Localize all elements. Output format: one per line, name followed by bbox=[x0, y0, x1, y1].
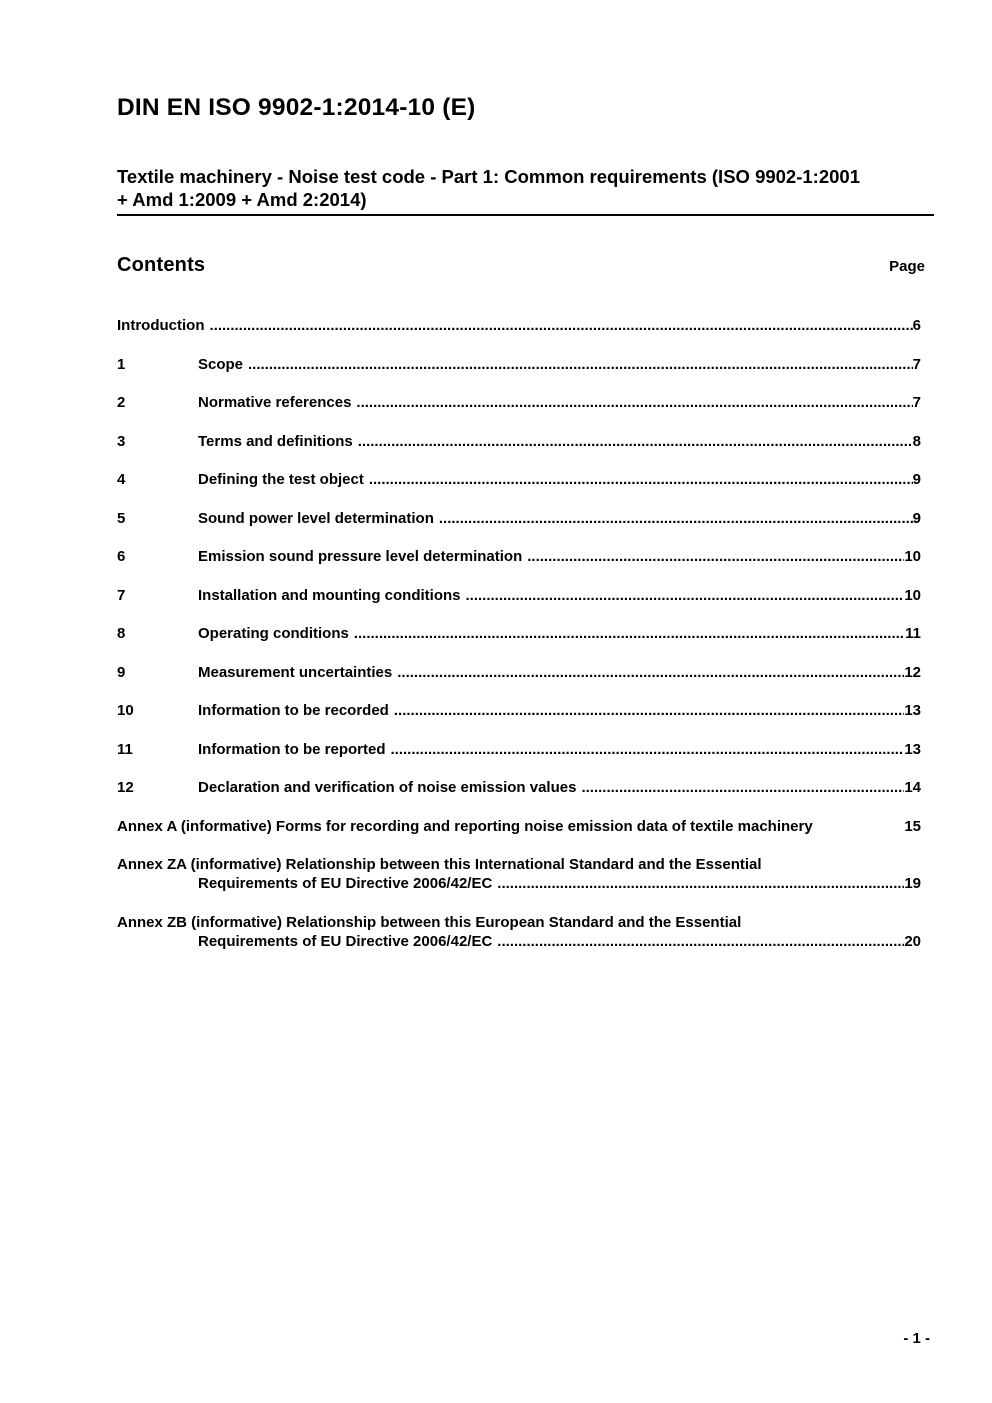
toc-entry-number: 1 bbox=[117, 355, 126, 373]
toc-entry-defining-test-object bbox=[117, 470, 934, 489]
toc-entry-page: 8 bbox=[912, 432, 921, 450]
toc-entry-number: 11 bbox=[117, 740, 133, 758]
toc-entry-title: Measurement uncertainties bbox=[198, 663, 393, 681]
toc-entry-title-line1: Annex ZA (informative) Relationship between this International Standard and the Essential bbox=[117, 856, 762, 873]
toc-entry-number: 2 bbox=[117, 394, 126, 411]
contents-header bbox=[117, 252, 934, 278]
toc-entry-title: Introduction bbox=[117, 317, 205, 334]
toc-entry-installation-mounting bbox=[117, 586, 934, 605]
toc-entry-title: Information to be recorded bbox=[198, 702, 389, 719]
toc-entry-number: 5 bbox=[117, 509, 126, 527]
dot-leader bbox=[369, 470, 913, 489]
contents-heading: Contents bbox=[117, 254, 206, 276]
document-number-heading: DIN EN ISO 9902-1:2014-10 (E) bbox=[117, 94, 476, 121]
toc-entry-title: Defining the test object bbox=[198, 471, 364, 488]
toc-entry-title-line2-row bbox=[117, 932, 934, 951]
toc-entry-page: 12 bbox=[904, 663, 921, 681]
toc-entry-number: 8 bbox=[117, 625, 126, 642]
toc-entry-title-line2: Requirements of EU Directive 2006/42/EC bbox=[198, 875, 493, 892]
toc-entry-page: 10 bbox=[904, 586, 921, 604]
toc-entry-title: Normative references bbox=[198, 394, 352, 411]
dot-leader bbox=[248, 355, 913, 374]
table-of-contents bbox=[117, 316, 934, 951]
toc-entry-page: 7 bbox=[912, 394, 921, 411]
page-column-label: Page bbox=[889, 258, 925, 275]
document-content bbox=[117, 0, 934, 970]
toc-entry-title-line1: Annex ZB (informative) Relationship between this European Standard and the Essential bbox=[117, 913, 742, 931]
toc-entry-annex-za bbox=[117, 855, 934, 893]
dot-leader bbox=[527, 547, 904, 566]
toc-entry-page: 10 bbox=[904, 548, 921, 565]
toc-entry-page: 14 bbox=[904, 779, 921, 796]
toc-entry-measurement-uncertainties bbox=[117, 663, 934, 682]
footer-page-number: - 1 - bbox=[903, 1330, 930, 1347]
toc-entry-scope bbox=[117, 355, 934, 374]
toc-entry-annex-zb bbox=[117, 913, 934, 951]
toc-entry-operating-conditions bbox=[117, 624, 934, 643]
toc-entry-number: 3 bbox=[117, 432, 126, 450]
toc-entry-title: Terms and definitions bbox=[198, 432, 353, 450]
toc-entry-number: 10 bbox=[117, 702, 134, 719]
toc-entry-title: Declaration and verification of noise emission values bbox=[198, 779, 577, 796]
toc-entry-page: 7 bbox=[912, 355, 921, 373]
toc-entry-number: 7 bbox=[117, 586, 126, 604]
dot-leader bbox=[358, 432, 913, 451]
toc-entry-title: Operating conditions bbox=[198, 625, 349, 642]
dot-leader bbox=[209, 316, 912, 335]
toc-entry-page: 9 bbox=[912, 509, 921, 527]
toc-entry-declaration-verification bbox=[117, 778, 934, 797]
toc-entry-page: 19 bbox=[904, 875, 921, 892]
toc-entry-sound-power-level bbox=[117, 509, 934, 528]
toc-entry-title-line2: Requirements of EU Directive 2006/42/EC bbox=[198, 932, 493, 950]
toc-entry-title-line2-row bbox=[117, 874, 934, 893]
toc-entry-information-recorded bbox=[117, 701, 934, 720]
toc-entry-page: 6 bbox=[912, 317, 921, 334]
toc-entry-title: Annex A (informative) Forms for recording and reporting noise emission data of textile machinery bbox=[117, 817, 813, 835]
toc-entry-page: 9 bbox=[912, 471, 921, 488]
dot-leader bbox=[394, 701, 904, 720]
document-title-line2: + Amd 1:2009 + Amd 2:2014) bbox=[117, 189, 367, 210]
dot-leader bbox=[354, 624, 905, 643]
dot-leader bbox=[497, 932, 904, 951]
toc-entry-terms-and-definitions bbox=[117, 432, 934, 451]
dot-leader bbox=[356, 393, 912, 412]
toc-entry-number: 12 bbox=[117, 779, 134, 796]
dot-leader bbox=[466, 586, 905, 605]
toc-entry-title: Installation and mounting conditions bbox=[198, 586, 461, 604]
toc-entry-title: Information to be reported bbox=[198, 740, 386, 758]
toc-entry-annex-a bbox=[117, 817, 934, 836]
toc-entry-number: 9 bbox=[117, 663, 126, 681]
toc-entry-number: 6 bbox=[117, 548, 126, 565]
toc-entry-information-reported bbox=[117, 740, 934, 759]
toc-entry-page: 13 bbox=[904, 702, 921, 719]
toc-entry-page: 13 bbox=[904, 740, 921, 758]
toc-entry-number: 4 bbox=[117, 471, 126, 488]
dot-leader bbox=[397, 663, 904, 682]
dot-leader bbox=[497, 874, 904, 893]
dot-leader bbox=[391, 740, 905, 759]
toc-entry-page: 11 bbox=[905, 625, 921, 642]
toc-entry-introduction bbox=[117, 316, 934, 335]
toc-entry-title: Emission sound pressure level determination bbox=[198, 548, 523, 565]
toc-entry-title: Sound power level determination bbox=[198, 509, 434, 527]
toc-entry-normative-references bbox=[117, 393, 934, 412]
toc-entry-title: Scope bbox=[198, 355, 244, 373]
toc-entry-emission-sound-pressure bbox=[117, 547, 934, 566]
document-title-line1: Textile machinery - Noise test code - Part 1: Common requirements (ISO 9902-1:2001 bbox=[117, 166, 860, 187]
toc-entry-page: 15 bbox=[904, 817, 921, 835]
dot-leader bbox=[439, 509, 913, 528]
dot-leader bbox=[581, 778, 904, 797]
document-title bbox=[117, 165, 934, 216]
toc-entry-page: 20 bbox=[904, 932, 921, 950]
